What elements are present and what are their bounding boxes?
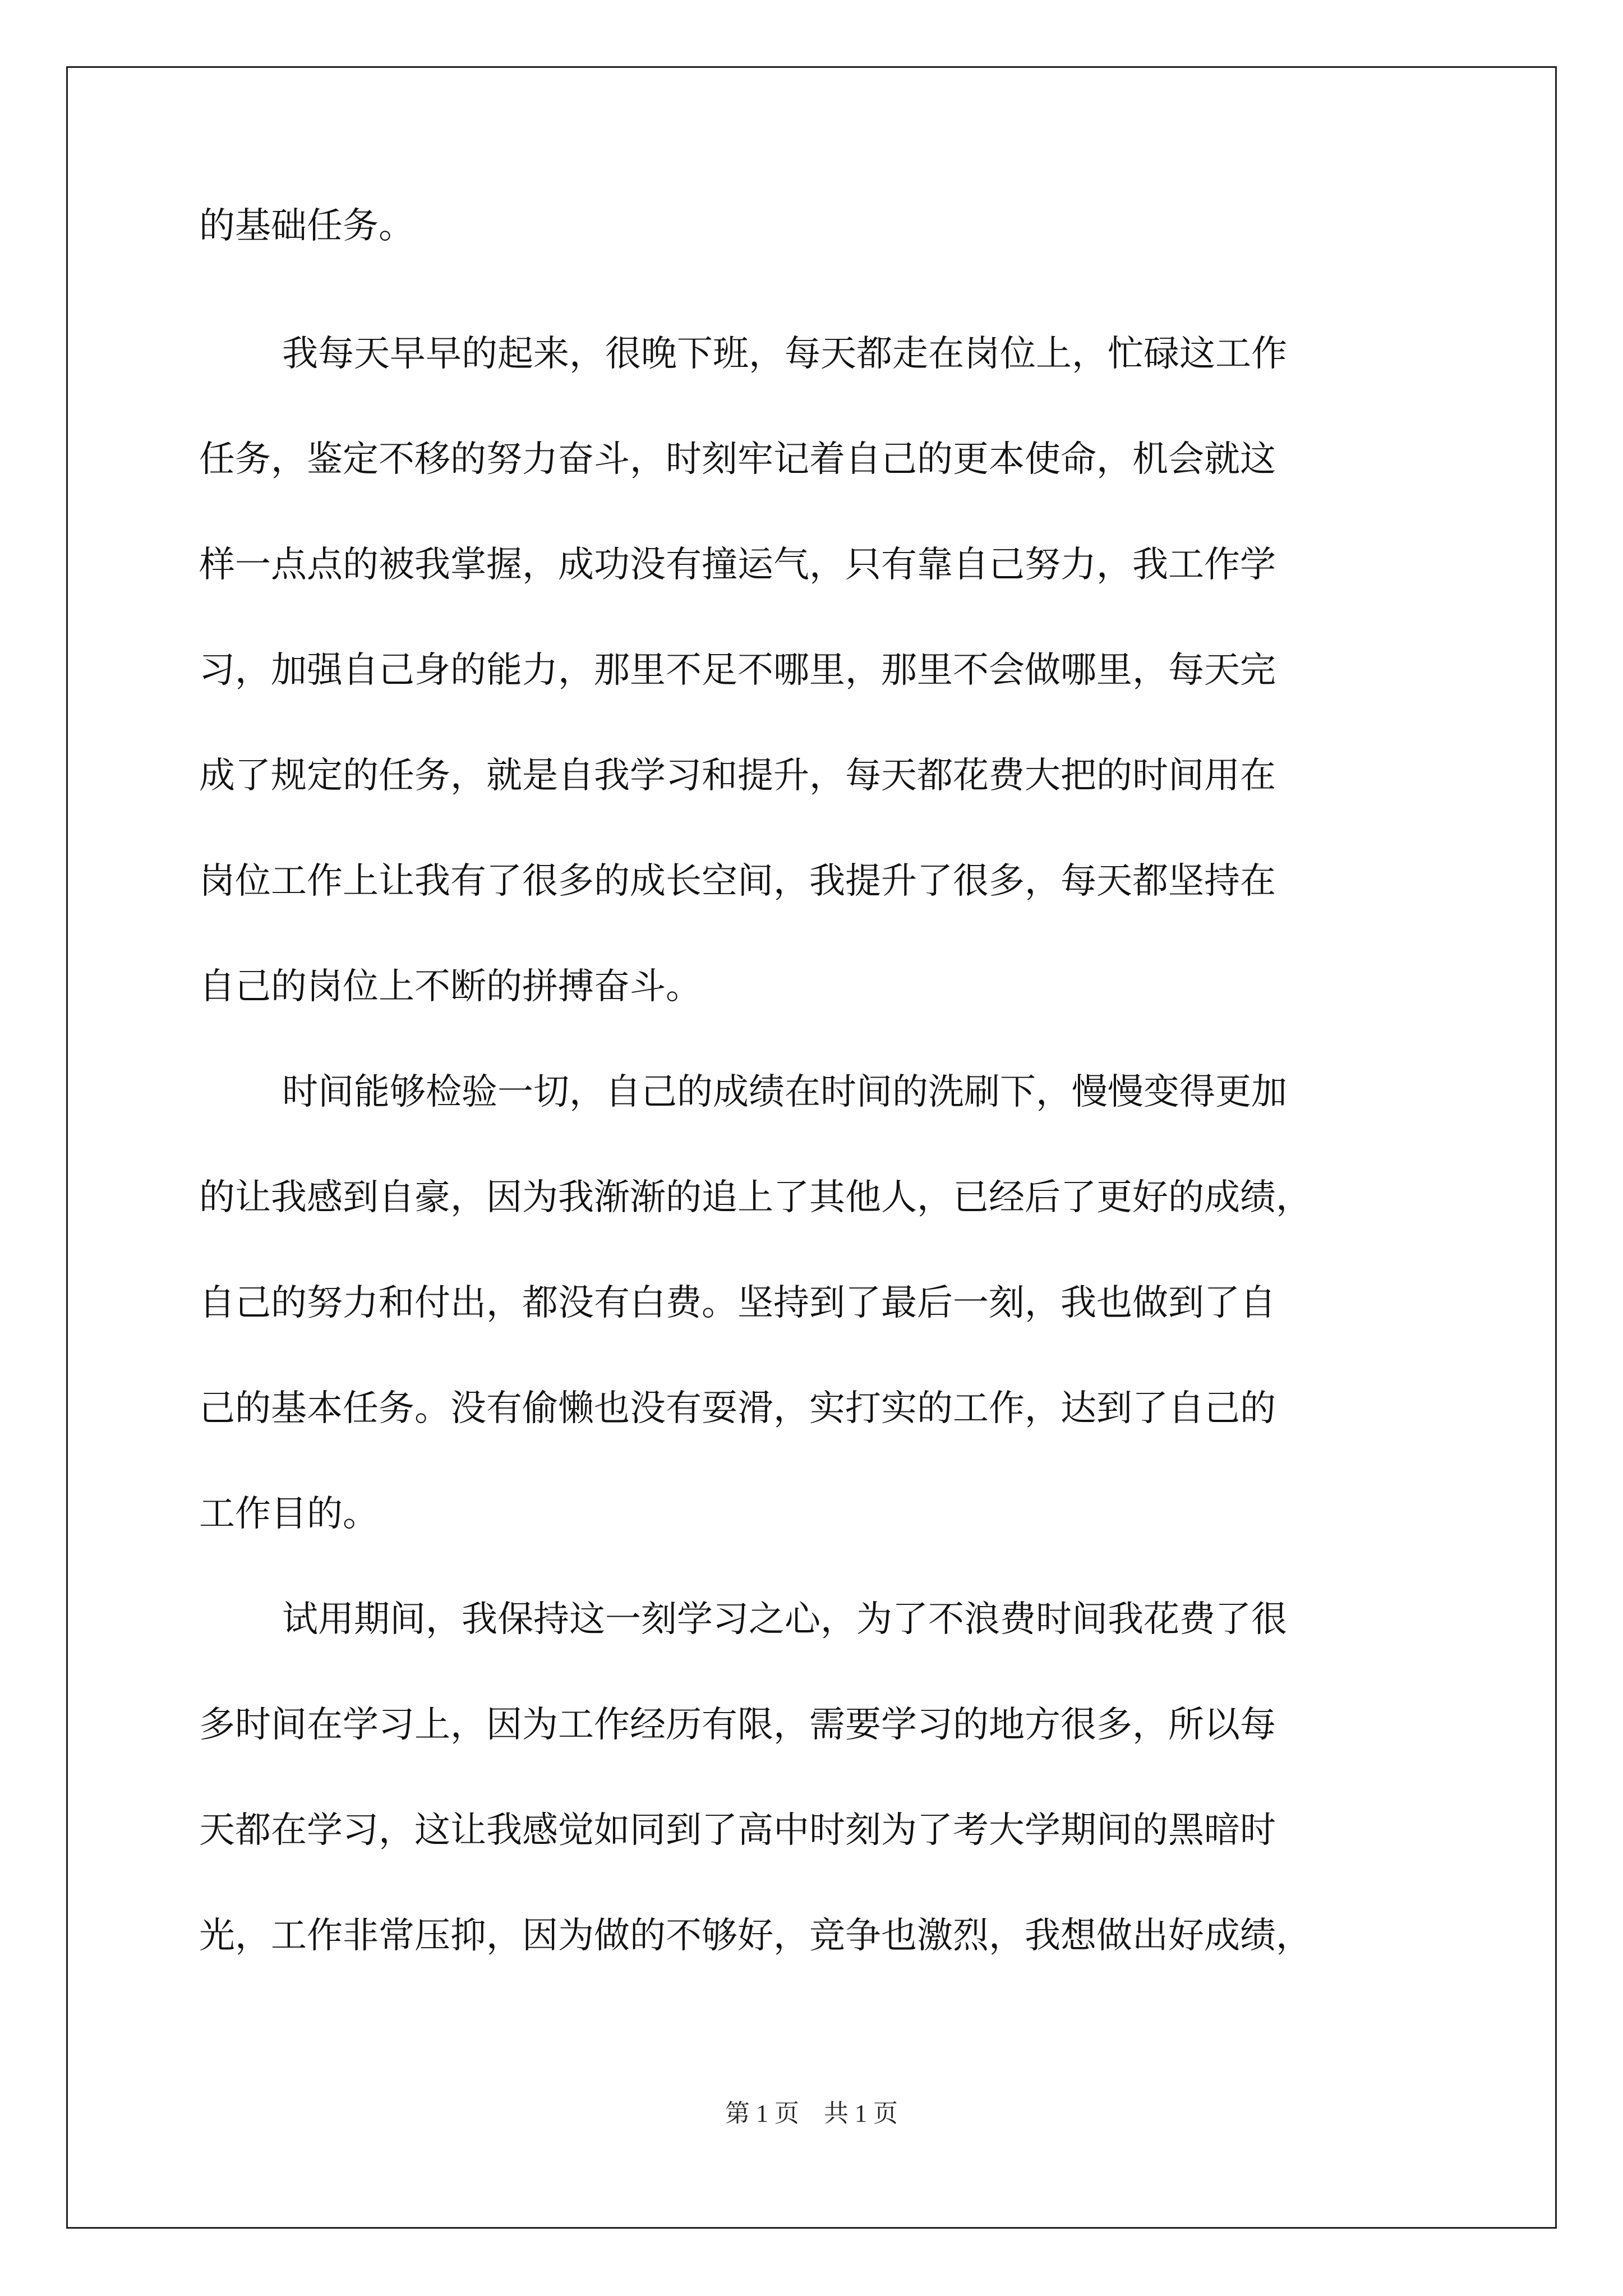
text-line: 任务，鉴定不移的努力奋斗，时刻牢记着自己的更本使命，机会就这 xyxy=(199,439,1276,480)
text-line: 的基础任务。 xyxy=(199,205,414,247)
text-line: 自己的岗位上不断的拼搏奋斗。 xyxy=(199,966,702,1007)
page-number-footer: 第 1 页 共 1 页 xyxy=(725,2100,898,2127)
text-line: 光，工作非常压抑，因为做的不够好，竞争也激烈，我想做出好成绩， xyxy=(199,1915,1312,1957)
paragraph-first-line: 时间能够检验一切，自己的成绩在时间的洗刷下，慢慢变得更加 xyxy=(282,1071,1287,1113)
text-line: 的让我感到自豪，因为我渐渐的追上了其他人，已经后了更好的成绩， xyxy=(199,1177,1312,1218)
text-line: 自己的努力和付出，都没有白费。坚持到了最后一刻，我也做到了自 xyxy=(199,1282,1276,1324)
text-line: 岗位工作上让我有了很多的成长空间，我提升了很多，每天都坚持在 xyxy=(199,861,1276,902)
text-line: 成了规定的任务，就是自我学习和提升，每天都花费大把的时间用在 xyxy=(199,755,1276,797)
paragraph-first-line: 我每天早早的起来，很晚下班，每天都走在岗位上，忙碌这工作 xyxy=(282,333,1287,375)
page-border xyxy=(66,66,1557,2229)
text-line: 己的基本任务。没有偷懒也没有耍滑，实打实的工作，达到了自己的 xyxy=(199,1388,1276,1429)
text-line: 天都在学习，这让我感觉如同到了高中时刻为了考大学期间的黑暗时 xyxy=(199,1810,1276,1851)
paragraph-first-line: 试用期间，我保持这一刻学习之心，为了不浪费时间我花费了很 xyxy=(282,1599,1287,1640)
text-line: 样一点点的被我掌握，成功没有撞运气，只有靠自己努力，我工作学 xyxy=(199,544,1276,586)
text-line: 工作目的。 xyxy=(199,1493,379,1535)
text-line: 习，加强自己身的能力，那里不足不哪里，那里不会做哪里，每天完 xyxy=(199,650,1276,691)
text-line: 多时间在学习上，因为工作经历有限，需要学习的地方很多，所以每 xyxy=(199,1704,1276,1746)
